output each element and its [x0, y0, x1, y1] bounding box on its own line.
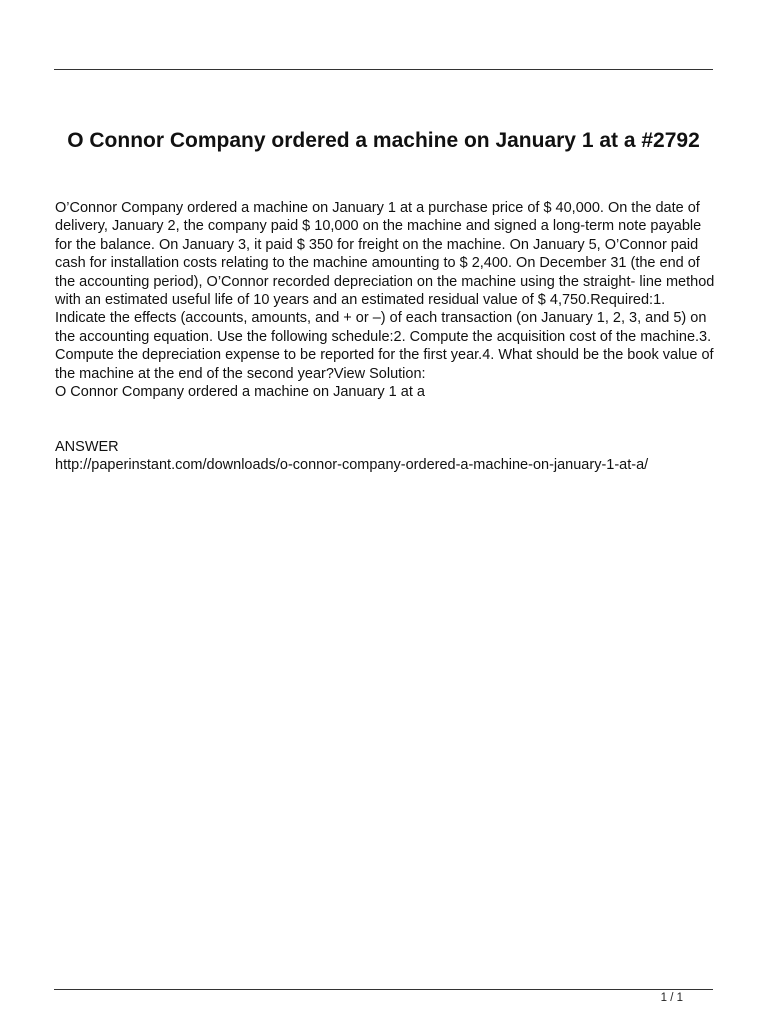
- repeat-title: O Connor Company ordered a machine on January 1 at a: [55, 384, 425, 401]
- footer-divider: [54, 989, 713, 990]
- question-paragraph: O’Connor Company ordered a machine on January 1 at a purchase price of $ 40,000. On the date of delivery, January 2, the company paid $ 10,000 on the machine and signed a long-term note payable for the balance. On January 3, it paid $ 350 for freight on the machine. On January 5, O’Connor paid cash for installation costs relating to the machine amounting to $ 2,400. On December 31 (the end of the accounting period), O’Connor recorded depreciation on the machine using the straight- line method with an estimated useful life of 10 years and an estimated residual value of $ 4,750.Required:1. Indicate the effects (accounts, amounts, and + or –) of each transaction (on January 1, 2, 3, and 5) on the accounting equation. Use the following schedule:2. Compute the acquisition cost of the machine.3. Compute the depreciation expense to be reported for the first year.4. What should be the book value of the machine at the end of the second year?View Solution:: [55, 200, 715, 382]
- answer-link[interactable]: http://paperinstant.com/downloads/o-connor-company-ordered-a-machine-on-january-1-at-a/: [55, 457, 649, 474]
- header-divider: [54, 69, 713, 70]
- document-body: [55, 199, 715, 401]
- answer-label: ANSWER: [55, 439, 119, 455]
- answer-section: [55, 438, 715, 475]
- page-number: 1 / 1: [660, 992, 683, 1004]
- document-title: O Connor Company ordered a machine on January 1 at a #2792: [67, 129, 700, 152]
